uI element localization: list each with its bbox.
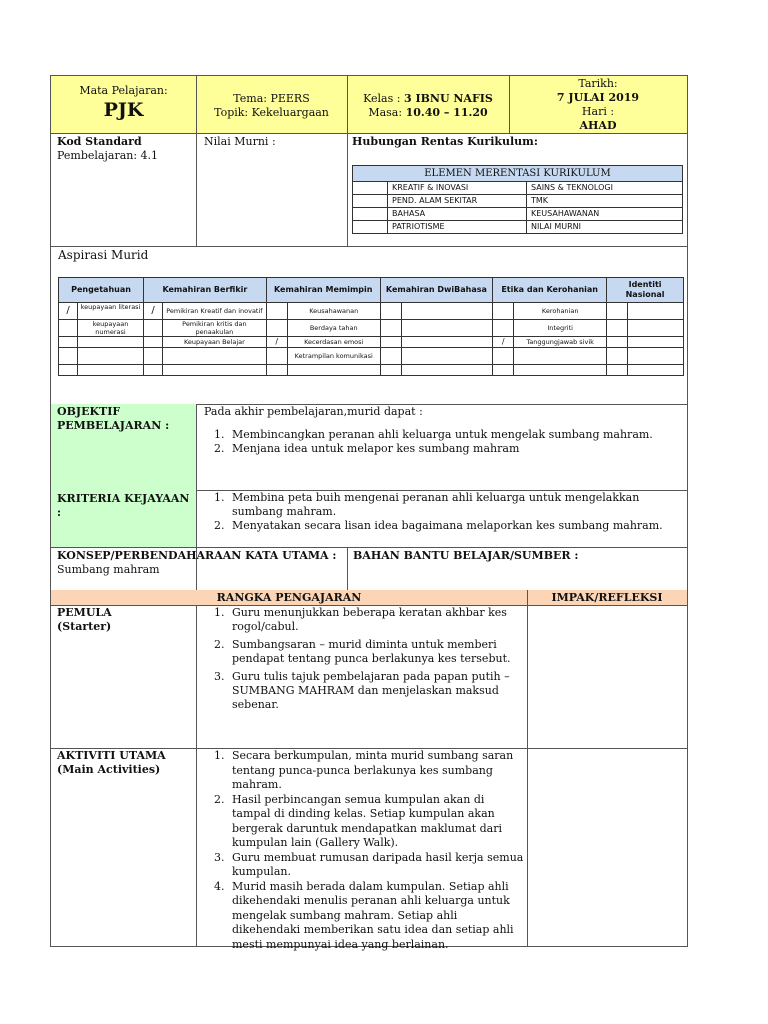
bahan-label: BAHAN BANTU BELAJAR/SUMBER :	[353, 549, 579, 562]
konsep-value: Sumbang mahram	[57, 563, 160, 576]
hubungan-label: Hubungan Rentas Kurikulum:	[352, 135, 538, 148]
aspirasi-row: Keupayaan Belajar / Kecerdasan emosi / Tanggungjawab sivik	[59, 337, 684, 348]
objektif-intro: Pada akhir pembelajaran,murid dapat :	[204, 405, 423, 418]
kriteria-label-cell	[51, 490, 196, 547]
aspirasi-row: / keupayaan literasi / Pemikiran Kreatif dan inovatif Keusahawanan Kerohanian	[59, 303, 684, 320]
objektif-item: 2. Menjana idea untuk melapor kes sumbang mahram	[228, 442, 682, 456]
objektif-list	[204, 428, 682, 456]
pemula-content	[204, 606, 524, 712]
kriteria-content	[204, 491, 682, 533]
pemula-item: 1. Guru menunjukkan beberapa keratan akhbar kes rogol/cabul.	[228, 606, 524, 634]
elemen-row: KREATIF & INOVASI SAINS & TEKNOLOGI	[353, 182, 683, 195]
objektif-content	[204, 405, 682, 456]
objektif-label: OBJEKTIF PEMBELAJARAN :	[57, 405, 170, 432]
date-label: Tarikh:	[578, 77, 618, 90]
aspirasi-row	[59, 365, 684, 376]
elemen-table	[352, 165, 683, 234]
aktiviti-item: 1. Secara berkumpulan, minta murid sumbang saran tentang punca-punca berlakunya kes sumbang mahram.	[228, 749, 524, 793]
pemula-item: 3. Guru tulis tajuk pembelajaran pada papan putih – SUMBANG MAHRAM dan menjelaskan maksud sebenar.	[228, 670, 524, 712]
elemen-row: BAHASA KEUSAHAWANAN	[353, 208, 683, 221]
aspirasi-row: keupayaan numerasi Pemikiran kritis dan penaakulan Berdaya tahan Integriti	[59, 320, 684, 337]
nilai-murni-label: Nilai Murni :	[204, 135, 276, 148]
konsep-label: KONSEP/PERBENDAHARAAN KATA UTAMA :	[57, 549, 337, 562]
pemula-cell	[57, 606, 112, 634]
class-line: Kelas : 3 IBNU NAFIS	[363, 92, 493, 105]
day-label: Hari :	[581, 105, 615, 118]
aktiviti-content	[204, 749, 524, 952]
topic-text: Topik: Kekeluargaan	[214, 106, 329, 119]
theme-text: Tema: PEERS	[233, 92, 310, 105]
aspirasi-row: Ketrampilan komunikasi	[59, 348, 684, 365]
kod-standard-cell	[57, 135, 193, 163]
kriteria-item: 2. Menyatakan secara lisan idea bagaimana melaporkan kes sumbang mahram.	[228, 519, 682, 533]
kriteria-list	[204, 491, 682, 533]
pemula-list	[204, 606, 524, 712]
aktiviti-list	[204, 749, 524, 952]
aktiviti-label: AKTIVITI UTAMA	[57, 749, 166, 762]
subject-cell	[51, 84, 196, 122]
check-mark: /	[266, 337, 287, 348]
pembelajaran-value: Pembelajaran: 4.1	[57, 149, 159, 162]
konsep-cell	[57, 549, 345, 577]
aktiviti-item: 2. Hasil perbincangan semua kumpulan akan di tampal di dinding kelas. Setiap kumpulan akan bergerak daruntuk mendapatkan maklumat dari kumpulan lain (Gallery Walk).	[228, 793, 524, 851]
check-mark: /	[493, 337, 514, 348]
kod-standard-label: Kod Standard	[57, 135, 142, 148]
aspirasi-title: Aspirasi Murid	[58, 248, 149, 262]
date-cell	[509, 77, 687, 133]
aktiviti-sub: (Main Activities)	[57, 763, 161, 776]
check-mark: /	[59, 303, 78, 319]
day-value: AHAD	[579, 119, 617, 132]
kriteria-label: KRITERIA KEJAYAAN :	[57, 492, 190, 519]
aktiviti-cell	[57, 749, 166, 777]
lesson-plan-page	[50, 75, 688, 951]
subject-name: PJK	[103, 99, 144, 121]
aktiviti-item: 4. Murid masih berada dalam kumpulan. Setiap ahli dikehendaki menulis peranan ahli keluarga untuk mengelak sumbang mahram. Setiap ahli dikehendaki memberikan satu idea dan setiap ahli mesti mempunyai idea yang berlainan.	[228, 880, 524, 953]
subject-label: Mata Pelajaran:	[79, 84, 168, 97]
time-value: 10.40 – 11.20	[405, 106, 488, 119]
time-line: Masa: 10.40 – 11.20	[368, 106, 488, 119]
elemen-row: PEND. ALAM SEKITAR TMK	[353, 195, 683, 208]
elemen-title: ELEMEN MERENTASI KURIKULUM	[353, 166, 683, 182]
impak-header: IMPAK/REFLEKSI	[551, 591, 663, 604]
theme-cell	[196, 92, 347, 120]
kriteria-item: 1. Membina peta buih mengenai peranan ahli keluarga untuk mengelakkan sumbang mahram.	[228, 491, 682, 519]
class-cell	[347, 92, 509, 120]
rangka-header: RANGKA PENGAJARAN	[216, 591, 362, 604]
aspirasi-table: Pengetahuan Kemahiran Berfikir Kemahiran Memimpin Kemahiran DwiBahasa Etika dan Kerohanian Identiti Nasional / keupayaan literasi / Pemikiran Kreatif dan inovatif Keusahawanan Kerohanian keupayaan numerasi Pemikiran kritis dan penaakulan Berdaya tahan Integriti Keupayaan Belajar / Kecerdasan emosi / Tanggungjawab sivik Ketrampilan komunikasi	[58, 277, 684, 376]
pemula-label: PEMULA	[57, 606, 112, 619]
date-value: 7 JULAI 2019	[556, 91, 640, 104]
pemula-sub: (Starter)	[57, 620, 112, 633]
objektif-label-cell	[51, 404, 196, 490]
check-mark: /	[144, 303, 163, 320]
class-value: 3 IBNU NAFIS	[403, 92, 493, 105]
aktiviti-item: 3. Guru membuat rumusan daripada hasil kerja semua kumpulan.	[228, 851, 524, 880]
pemula-item: 2. Sumbangsaran – murid diminta untuk memberi pendapat tentang punca berlakunya kes tersebut.	[228, 638, 524, 666]
objektif-item: 1. Membincangkan peranan ahli keluarga untuk mengelak sumbang mahram.	[228, 428, 682, 442]
elemen-row: PATRIOTISME NILAI MURNI	[353, 221, 683, 234]
